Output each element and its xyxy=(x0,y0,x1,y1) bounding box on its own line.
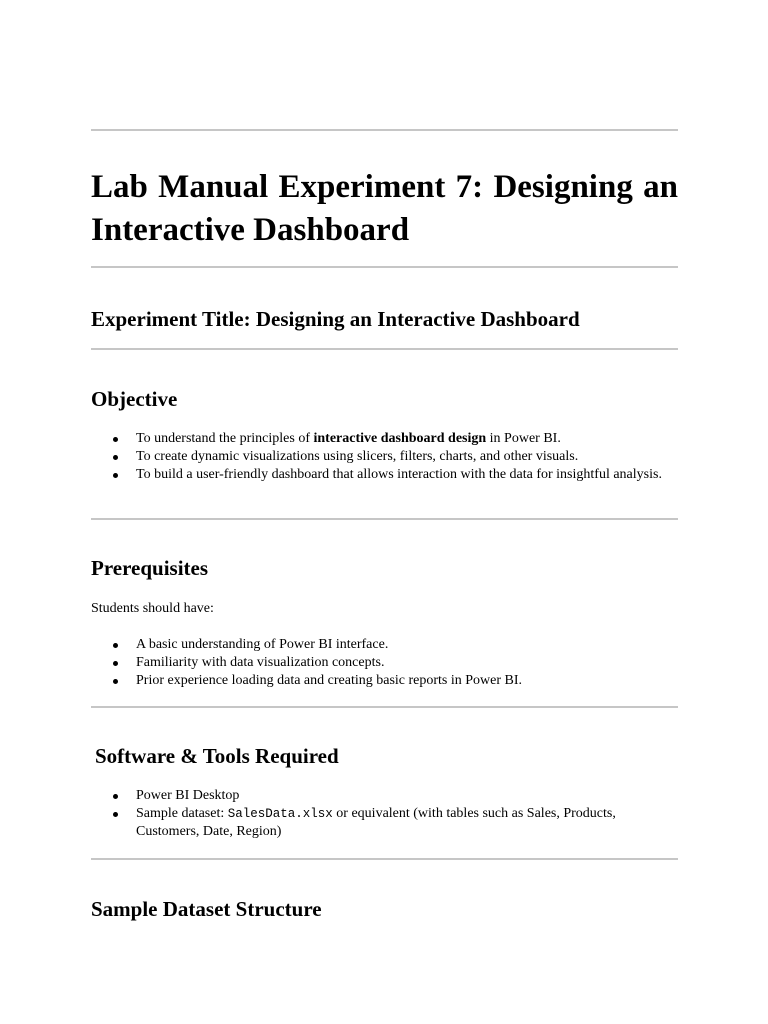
dataset-structure-heading: Sample Dataset Structure xyxy=(91,897,322,921)
list-item xyxy=(91,466,678,484)
divider xyxy=(91,518,678,520)
list-item-text: Prior experience loading data and creating basic reports in Power BI. xyxy=(136,673,523,688)
bullet-icon xyxy=(113,473,118,478)
list-item-text: or equivalent (with tables such as Sales, Products, Customers, Date, Region) xyxy=(136,806,616,839)
list-item-text: To create dynamic visualizations using slicers, filters, charts, and other visuals. xyxy=(136,449,579,464)
divider xyxy=(91,858,678,860)
divider xyxy=(91,706,678,708)
page-title: Lab Manual Experiment 7: Designing an Interactive Dashboard xyxy=(91,169,678,248)
list-item xyxy=(91,448,678,466)
bullet-icon xyxy=(113,455,118,460)
list-item-text: Sample dataset: xyxy=(136,806,228,821)
experiment-title-heading: Experiment Title: Designing an Interactive Dashboard xyxy=(91,307,580,331)
prerequisites-intro: Students should have: xyxy=(91,601,214,616)
divider xyxy=(91,266,678,268)
list-item-text: A basic understanding of Power BI interface. xyxy=(136,637,389,652)
objective-heading: Objective xyxy=(91,387,178,411)
list-item-text: To understand the principles of xyxy=(136,431,314,446)
list-item xyxy=(91,672,678,690)
list-item-text: To build a user-friendly dashboard that allows interaction with the data for insightful analysis. xyxy=(136,467,662,482)
prerequisites-list xyxy=(91,636,678,690)
software-heading: Software & Tools Required xyxy=(95,744,339,768)
bullet-icon xyxy=(113,812,118,817)
bullet-icon xyxy=(113,794,118,799)
bullet-icon xyxy=(113,437,118,442)
software-list xyxy=(91,787,678,841)
list-item xyxy=(91,805,678,841)
divider xyxy=(91,348,678,350)
bullet-icon xyxy=(113,643,118,648)
bullet-icon xyxy=(113,679,118,684)
list-item xyxy=(91,654,678,672)
objective-list xyxy=(91,430,678,484)
bullet-icon xyxy=(113,661,118,666)
list-item xyxy=(91,787,678,805)
list-item-text: Power BI Desktop xyxy=(136,788,240,803)
list-item-text: Familiarity with data visualization concepts. xyxy=(136,655,385,670)
divider xyxy=(91,129,678,131)
prerequisites-heading: Prerequisites xyxy=(91,556,209,580)
list-item xyxy=(91,430,678,448)
filename-code: SalesData.xlsx xyxy=(227,807,333,821)
list-item xyxy=(91,636,678,654)
list-item-bold-text: interactive dashboard design xyxy=(313,431,487,446)
list-item-text: in Power BI. xyxy=(486,431,561,446)
